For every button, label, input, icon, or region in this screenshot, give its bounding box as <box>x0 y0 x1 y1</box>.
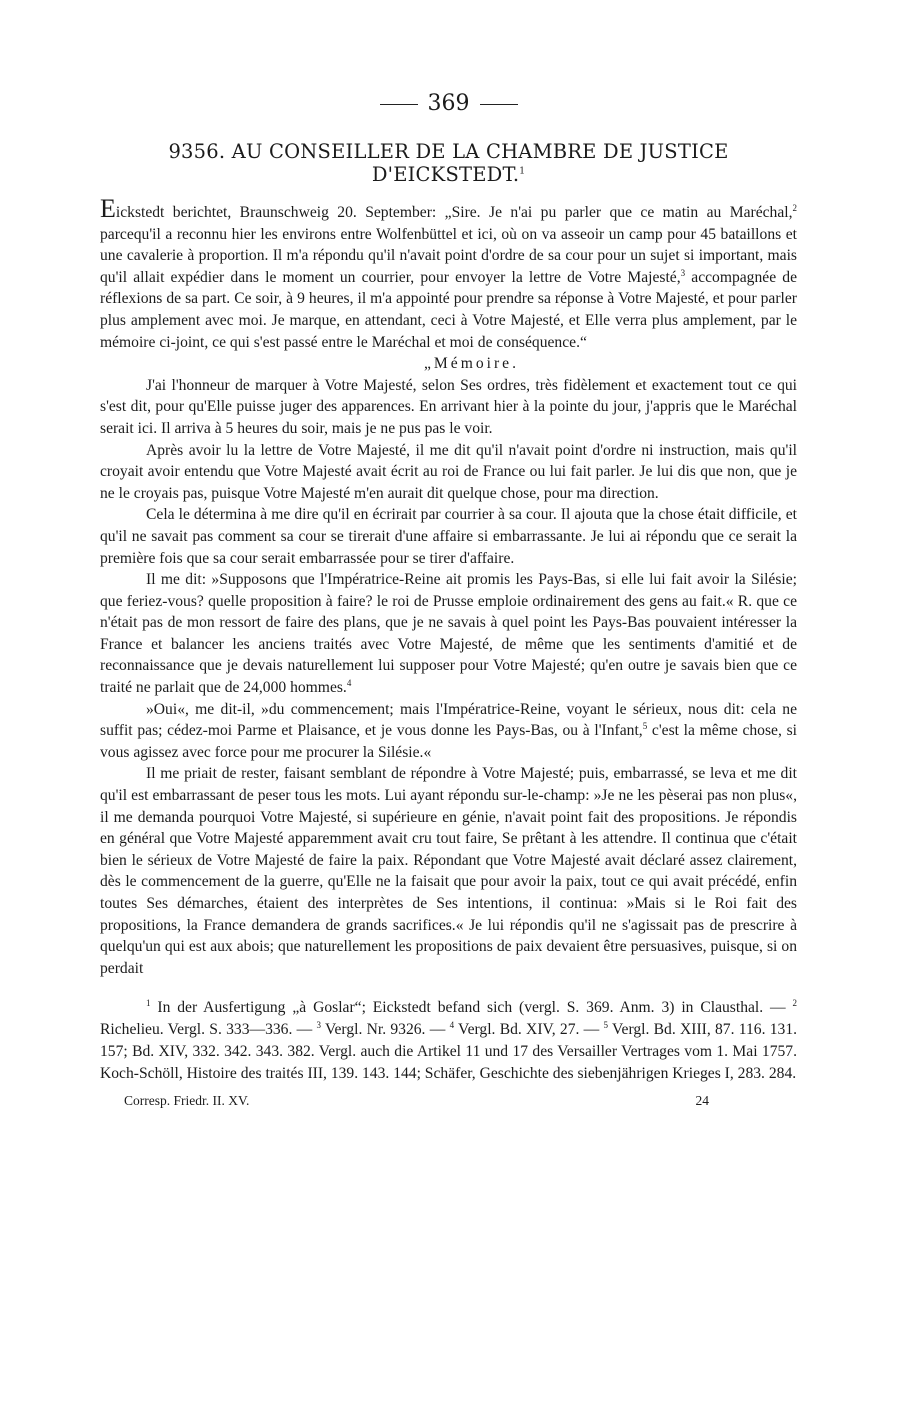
heading-note-mark: 1 <box>519 166 526 177</box>
footnote-5-text: Vergl. Bd. XIII, 87. 116. 131. 157; Bd. XIV, 332. 342. 343. 382. Vergl. auch die Artikel 11 und 17 des Versailler Vertrages vom 1. Mai 1757. Koch-Schöll, Histoire des traités III, 139. 143. 144; Schäfer, Geschichte des siebenjährigen Krieges I, 283. 284. <box>100 1021 798 1083</box>
note-mark-3: 3 <box>680 267 686 278</box>
letter-body <box>100 194 797 979</box>
footnote-4-text: Vergl. Bd. XIV, 27. — <box>454 1021 604 1039</box>
footnote-mark-4: 4 <box>449 1020 455 1031</box>
footnote-mark-1: 1 <box>146 998 151 1009</box>
paragraph-3: Après avoir lu la lettre de Votre Majesté, il me dit qu'il n'avait point d'ordre ni instruction, mais qu'il croyait avoir entendu que Votre Majesté avait écrit au roi de France ou lui fait parler. Je lui dis que non, que je ne le croyais pas, puisque Votre Majesté m'en aurait dit quelque chose, pour ma direction. <box>100 441 797 502</box>
footnotes <box>100 997 797 1085</box>
paragraph-5-text: Il me dit: »Supposons que l'Impératrice-Reine ait promis les Pays-Bas, si elle lui fait avoir la Silésie; que feriez-vous? quelle proposition à faire? le roi de Prusse emploie ordinairement des gens au fait.« R. que ce n'était pas de mon ressort de faire des plans, que je ne savais à quel point les Pays-Bas pouvaient intéresser la France et balancer les anciens traités avec Votre Majesté, de même que les sentiments d'amitié et de reconnaissance que je devais naturellement lui supposer pour Votre Majesté; qu'en outre je savais bien que ce traité ne parlait que de 24,000 hommes. <box>100 571 797 697</box>
paragraph-2: J'ai l'honneur de marquer à Votre Majesté, selon Ses ordres, très fidèlement et exactement tout ce qui s'est dit, pour qu'Elle puisse juger des apparences. En arrivant hier à la pointe du jour, j'appris que le Maréchal serait ici. Il arriva à 5 heures du soir, mais je ne pus pas le voir. <box>100 376 797 437</box>
paragraph-1-text-c: accompagnée de réflexions de sa part. Ce soir, à 9 heures, il m'a appointé pour prendre sa réponse à Votre Majesté, et pour parler plus amplement avec moi. Je marque, en attendant, ceci à Votre Majesté, et Elle verra plus amplement, par le mémoire ci-joint, ce qui s'est passé entre le Maréchal et moi de conséquence.“ <box>100 268 797 351</box>
paragraph-6-text-b: c'est la même chose, si vous agissez avec force pour me procurer la Silésie.« <box>100 722 797 761</box>
paragraph-1-text-a: ickstedt berichtet, Braunschweig 20. September: „Sire. Je n'ai pu parler que ce matin au Maréchal, <box>115 204 793 221</box>
printer-signature <box>100 1093 797 1109</box>
paragraph-6-text-a: »Oui«, me dit-il, »du commencement; mais l'Impératrice-Reine, voyant le sérieux, nous dit: cela ne suffit pas; cédez-moi Parme et Plaisance, et je vous donne les Pays-Bas, ou à l'Infant, <box>100 700 797 740</box>
footnote-mark-5: 5 <box>603 1020 609 1031</box>
document-heading <box>100 140 797 186</box>
note-mark-4: 4 <box>346 677 352 688</box>
page-number-dash-left <box>380 104 418 105</box>
footnote-block <box>100 997 797 1085</box>
footnote-mark-2: 2 <box>792 998 797 1009</box>
paragraph-1-text-b: parcequ'il a reconnu hier les environs entre Wolfenbüttel et ici, où on va asseoir un camp pour 45 bataillons et une cavalerie à proportion. Il m'a répondu qu'il n'avait point d'ordre de sa cour pour un sujet si important, mais qu'il allait expédier dans le moment un courrier, pour envoyer la lettre de Votre Majesté, <box>100 225 797 286</box>
page <box>100 88 797 1109</box>
paragraph-1 <box>100 194 797 353</box>
footnote-2-text: Richelieu. Vergl. S. 333—336. — <box>100 1021 317 1039</box>
paragraph-5 <box>100 569 797 699</box>
note-mark-5: 5 <box>642 721 648 732</box>
footnote-mark-3: 3 <box>316 1020 321 1031</box>
dropcap: E <box>100 194 116 223</box>
memoire-title: „Mémoire. <box>424 355 519 373</box>
page-number-text: 369 <box>427 91 470 116</box>
note-mark-2: 2 <box>792 202 797 213</box>
heading-line-2-text: D'EICKSTEDT. <box>371 163 520 186</box>
footnote-1-text: In der Ausfertigung „à Goslar“; Eickstedt befand sich (vergl. S. 369. Anm. 3) in Clausthal. — <box>150 999 793 1017</box>
paragraph-6 <box>100 699 797 764</box>
heading-line-2 <box>100 163 797 186</box>
page-number <box>100 88 797 120</box>
paragraph-7: Il me priait de rester, faisant semblant de répondre à Votre Majesté; puis, embarrassé, se leva et me dit qu'il est embarrassant de peser tous les mots. Lui ayant répondu sur-le-champ: »Je ne les pèserai pas non plus«, il me demanda pourquoi Votre Majesté, si supérieure en génie, n'avait point fait des propositions. Je répondis en général que Votre Majesté apparemment avait cru tout faire, Se prêtant à les attendre. Il continua que c'était bien le sérieux de Votre Majesté de faire la paix. Répondant que Votre Majesté avait déclaré assez clairement, dès le commencement de la guerre, qu'Elle ne la faisait que pour avoir la paix, tout ce qui avait précédé, enfin toutes Ses démarches, étaient des interprètes de Ses intentions, il continua: »Mais si le Roi fait des propositions, la France demandera de grands sacrifices.« Je lui répondis qu'il ne s'agissait pas de prescrire à quelqu'un qui est aux abois; que naturellement les propositions de paix devaient être persuasives, puisque, si on perdait <box>100 765 797 977</box>
signature-right: 24 <box>695 1093 709 1109</box>
footnote-3-text: Vergl. Nr. 9326. — <box>321 1021 450 1039</box>
page-number-dash-right <box>480 104 518 105</box>
heading-line-1: 9356. AU CONSEILLER DE LA CHAMBRE DE JUSTICE <box>168 140 729 163</box>
signature-left: Corresp. Friedr. II. XV. <box>124 1093 250 1109</box>
paragraph-4: Cela le détermina à me dire qu'il en écrirait par courrier à sa cour. Il ajouta que la chose était difficile, et qu'il ne savait pas comment sa cour se tirerait d'une affaire si embarrassante. Je lui ai répondu que ce serait la première fois que sa cour serait embarrassée pour se tirer d'affaire. <box>100 506 797 567</box>
